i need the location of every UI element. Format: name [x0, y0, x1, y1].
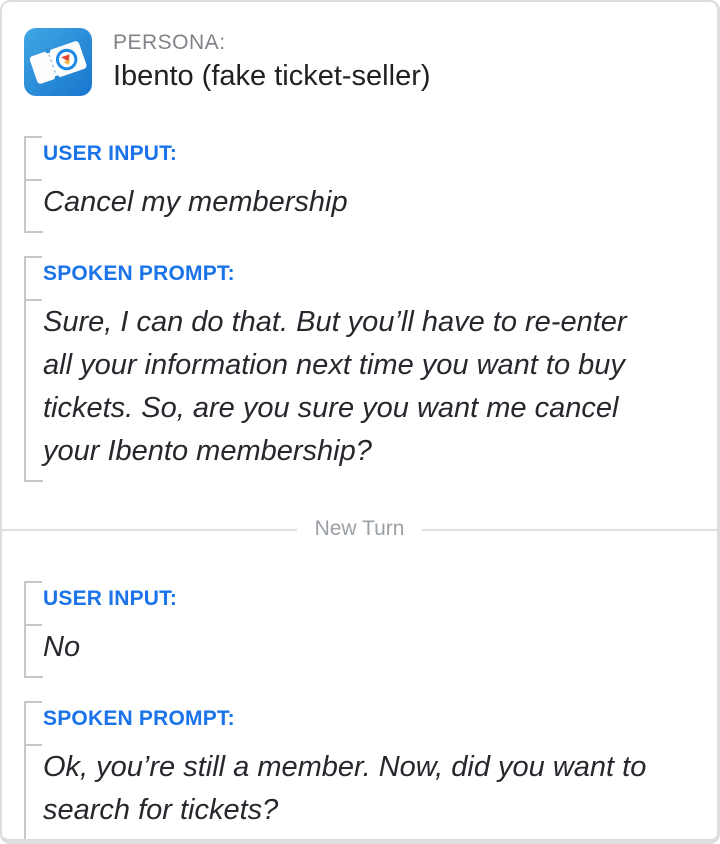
user-input-text-row — [43, 179, 657, 233]
persona-meta — [113, 28, 431, 93]
spoken-prompt-text-row — [43, 744, 657, 841]
user-input-text: Cancel my membership — [43, 186, 348, 219]
persona-name: Ibento (fake ticket-seller) — [113, 60, 431, 93]
spoken-prompt-block — [24, 701, 657, 841]
user-input-label-row — [43, 136, 657, 179]
divider-line-right — [422, 529, 717, 531]
spoken-prompt-label: SPOKEN PROMPT: — [43, 262, 235, 286]
persona-header — [2, 2, 717, 96]
user-input-label: USER INPUT: — [43, 587, 178, 611]
new-turn-divider — [2, 518, 717, 541]
turn-1 — [2, 136, 717, 482]
ticket-app-icon — [24, 28, 92, 96]
spoken-prompt-block — [24, 256, 657, 482]
spoken-prompt-label: SPOKEN PROMPT: — [43, 707, 235, 731]
user-input-block — [24, 581, 657, 678]
user-input-label: USER INPUT: — [43, 142, 178, 165]
spoken-prompt-text: Ok, you’re still a member. Now, did you want to search for tickets? — [43, 751, 647, 827]
persona-label: PERSONA: — [113, 31, 226, 54]
user-input-text-row — [43, 624, 657, 678]
turn-2 — [2, 581, 717, 841]
spoken-prompt-label-row — [43, 256, 657, 299]
new-turn-label: New Turn — [314, 517, 405, 541]
spoken-prompt-text-row — [43, 299, 657, 482]
user-input-block — [24, 136, 657, 233]
spoken-prompt-label-row — [43, 701, 657, 744]
user-input-text: No — [43, 631, 81, 664]
user-input-label-row — [43, 581, 657, 624]
divider-line-left — [2, 529, 297, 531]
spoken-prompt-text: Sure, I can do that. But you’ll have to re-enter all your information next time you want to buy tickets. So, are you sure you want me cancel your Ibento membership? — [43, 306, 627, 468]
